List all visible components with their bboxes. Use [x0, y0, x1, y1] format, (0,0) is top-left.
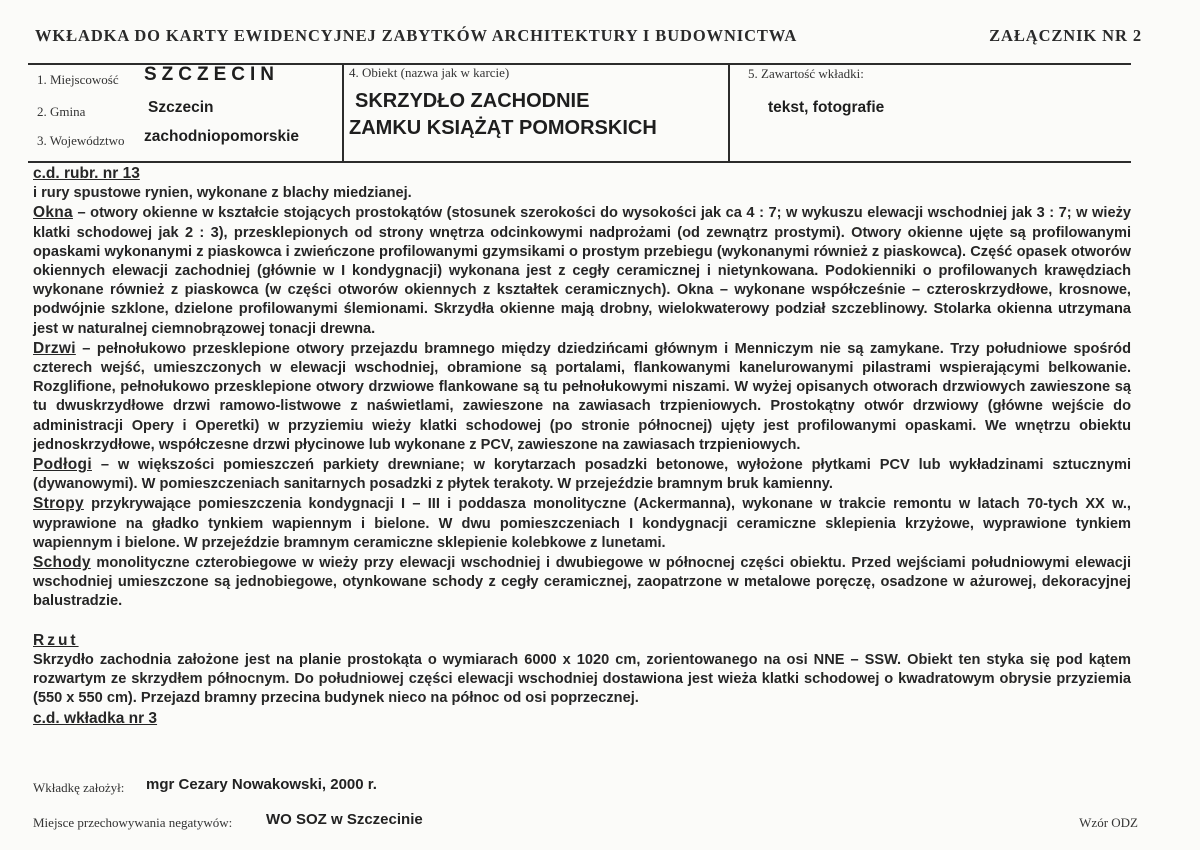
field-divider-1: [342, 63, 344, 162]
section-floors: [33, 455, 1131, 494]
windows-heading: Okna: [33, 204, 73, 222]
voivodeship-value: zachodniopomorskie: [144, 128, 300, 145]
insert-heading: c.d. wkładka nr 3: [33, 709, 158, 727]
object-name-line2: ZAMKU KSIĄŻĄT POMORSKICH: [349, 117, 657, 139]
object-label: 4. Obiekt (nazwa jak w karcie): [349, 65, 510, 80]
author-label: Wkładkę założył:: [33, 780, 125, 795]
document-title: WKŁADKA DO KARTY EWIDENCYJNEJ ZABYTKÓW ARCHITEKTURY I BUDOWNICTWA: [35, 26, 798, 45]
field-box-bottom-border: [28, 161, 1131, 163]
plan-paragraph: Skrzydło zachodnia założone jest na planie prostokąta o wymiarach 6000 x 1020 cm, zorientowanego na osi NNE – SSW. Obiekt ten styka się pod kątem rozwartym ze skrzydłem północnym. Do południowej części elewacji wschodniej dostawiona jest wieża klatki schodowej o kwadratowym obrysie przyziemia (550 x 550 cm). Przejazd bramny przecina budynek nieco na północ od osi poprzecznej.: [33, 652, 1131, 707]
description-body: [33, 164, 1131, 729]
plan-heading: Rzut: [33, 631, 79, 649]
continuation-heading: c.d. rubr. nr 13: [33, 165, 140, 182]
negatives-label: Miejsce przechowywania negatywów:: [33, 815, 233, 830]
plan-heading-row: [33, 631, 1131, 651]
commune-label: 2. Gmina: [37, 104, 86, 119]
section-ceilings: [33, 494, 1131, 553]
negatives-value: WO SOZ w Szczecinie: [266, 811, 423, 828]
contents-value: tekst, fotografie: [768, 99, 885, 116]
locality-value: SZCZECIN: [144, 64, 279, 85]
doors-text: – pełnołukowo przesklepione otwory przejazdu bramnego między dziedzińcami głównym i Menniczym nie są zamykane. Trzy południowe spośród czterech wejść, umieszczonych w elewacji wschodniej, obramione są portalami, flankowanymi kanelurowanymi pilastrami wspierającymi belkowanie. Rozglifione, pełnołukowo przesklepione otwory drzwiowe flankowane są tu pełnołukowymi niszami. W wyżej opisanych otworach drzwiowych zawieszone są tu dwuskrzydłowe drzwi ramowo-listwowe z naświetlami, zawieszone na zawiasach trzpieniowych. Prostokątny otwór drzwiowy (główne wejście do administracji Opery i Operetki) w przyziemiu wieży klatki schodowej (po stronie północnej) ujęty jest profilowanymi opaskami. We wnętrzu obiektu jednoskrzydłowe, współczesne drzwi płycinowe lub wykonane z PCV, zawieszone na zawiasach trzpieniowych.: [33, 340, 1131, 453]
field-divider-2: [728, 63, 730, 162]
doors-heading: Drzwi: [33, 339, 76, 357]
object-name-line1: SKRZYDŁO ZACHODNIE: [355, 90, 590, 112]
stairs-heading: Schody: [33, 554, 91, 572]
section-windows: [33, 203, 1131, 338]
author-value: mgr Cezary Nowakowski, 2000 r.: [146, 776, 377, 793]
windows-text: – otwory okienne w kształcie stojących prostokątów (stosunek szerokości do wysokości jak ca 4 : 7; w wykuszu elewacji wschodniej jak 3 : 7; w wieży klatki schodowej jak 2 : 3), przesklepionych od strony wnętrza odcinkowymi nadprożami (od zewnątrz prostymi). Otwory okienne ujęte są profilowanymi opaskami wykonanymi z piaskowca i zwieńczone profilowanymi gzymsikami o prostym przebiegu (wykonanymi również z piaskowca). Część opasek otworów okiennych elewacji zachodniej (głównie w I kondygnacji) wykonana jest z cegły ceramicznej i nietynkowana. Podokienniki o profilowanych krawędziach wykonane również z piaskowca (w części otworów okiennych z kształtek ceramicznych). Okna – wykonane współcześnie – czteroskrzydłowe, krosnowe, podwójnie szklone, dzielone profilowanymi ślemionami. Skrzydła okienne mają drobny, wielokwaterowy podział szczeblinowy. Stolarka okienna utrzymana jest w naturalnej ciemnobrązowej tonacji drewna.: [33, 205, 1131, 337]
stairs-text: monolityczne czterobiegowe w wieży przy elewacji wschodniej i dwubiegowe w północnej części obiektu. Przed wejściami południowymi elewacji wschodniej umieszczone są jednobiegowe, otynkowane schody z cegły ceramicznej, zaopatrzone w metalowe poręczę, osadzone w ażurowej, dekoracyjnej balustradzie.: [33, 555, 1131, 610]
floors-text: – w większości pomieszczeń parkiety drewniane; w korytarzach posadzki betonowe, wyłożone płytkami PCV lub wykładzinami sztucznymi (dywanowymi). W pomieszczeniach sanitarnych posadzki z płytek terakoty. W przejeździe bramnym bruk kamienny.: [33, 457, 1131, 493]
document-header: [35, 26, 1142, 46]
contents-label: 5. Zawartość wkładki:: [748, 66, 864, 81]
commune-value: Szczecin: [148, 99, 214, 116]
form-code: Wzór ODZ: [1079, 815, 1138, 830]
insert-heading-row: [33, 709, 1131, 729]
floors-heading: Podłogi: [33, 456, 92, 474]
ceilings-heading: Stropy: [33, 495, 84, 513]
voivodeship-label: 3. Województwo: [37, 133, 125, 148]
ceilings-text: przykrywające pomieszczenia kondygnacji I – III i poddasza monolityczne (Ackermanna), wykonane w trakcie remontu w latach 70-tych XX w., wyprawione na gładko tynkiem wapiennym i bielone. W dwu pomieszczeniach I kondygnacji ceramiczne sklepienia krzyżowe, wyprawione tynkiem wapiennym i bielone. W przejeździe bramnym ceramiczne sklepienie kolebkowe z lunetami.: [33, 496, 1131, 551]
locality-label: 1. Miejscowość: [37, 72, 119, 87]
paragraph-gap: [33, 612, 1131, 631]
annex-number: ZAŁĄCZNIK NR 2: [989, 26, 1142, 45]
section-stairs: [33, 553, 1131, 612]
intro-paragraph: i rury spustowe rynien, wykonane z blachy miedzianej.: [33, 185, 412, 202]
section-doors: [33, 339, 1131, 455]
